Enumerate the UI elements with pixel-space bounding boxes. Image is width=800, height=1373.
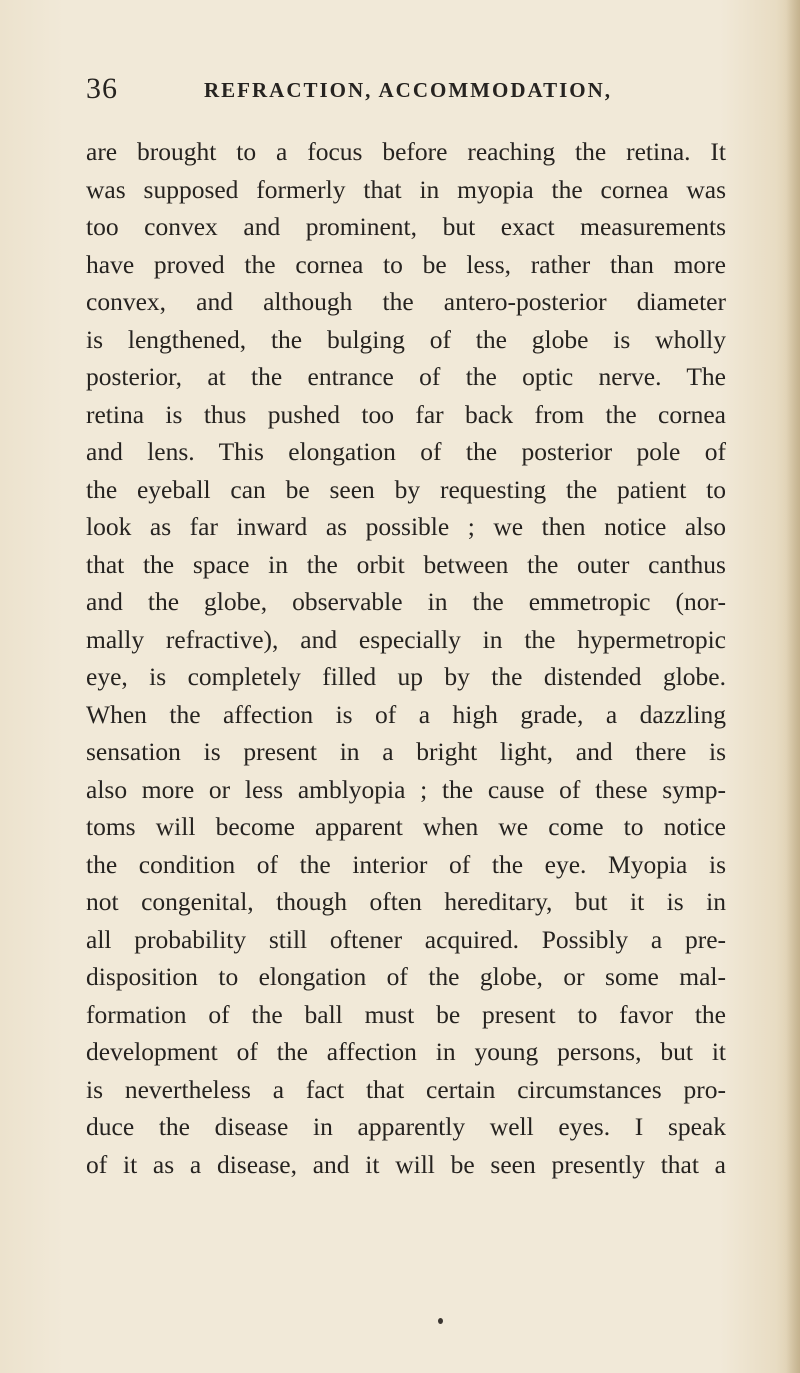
text-line: was supposed formerly that in myopia the cornea was <box>86 174 726 204</box>
text-line: formation of the ball must be present to favor the <box>86 999 726 1029</box>
text-line: too convex and prominent, but exact measurements <box>86 212 726 241</box>
text-line: disposition to elongation of the globe, or some mal- <box>86 962 726 991</box>
text-line: and lens. This elongation of the posterior pole of <box>86 437 726 466</box>
text-line: that the space in the orbit between the outer canthus <box>86 549 726 579</box>
text-line: sensation is present in a bright light, and there is <box>86 737 726 766</box>
text-line: all probability still oftener acquired. Possibly a pre- <box>86 924 726 954</box>
page-edge-shadow <box>786 0 800 1373</box>
text-line: have proved the cornea to be less, rather than more <box>86 249 726 279</box>
body-text <box>86 133 726 1183</box>
text-line: of it as a disease, and it will be seen presently that a <box>86 1149 726 1179</box>
text-line: look as far inward as possible ; we then notice also <box>86 512 726 541</box>
text-line: not congenital, though often hereditary, but it is in <box>86 887 726 916</box>
text-line: the eyeball can be seen by requesting the patient to <box>86 474 726 504</box>
text-line: is nevertheless a fact that certain circumstances pro- <box>86 1074 726 1104</box>
text-line: and the globe, observable in the emmetropic (nor- <box>86 587 726 616</box>
text-line: retina is thus pushed too far back from the cornea <box>86 399 726 429</box>
text-line: is lengthened, the bulging of the globe is wholly <box>86 324 726 354</box>
text-line: eye, is completely filled up by the distended globe. <box>86 662 726 691</box>
text-line: toms will become apparent when we come to notice <box>86 812 726 841</box>
page-number: 36 <box>86 72 118 105</box>
text-line: also more or less amblyopia ; the cause of these symp- <box>86 774 726 804</box>
page-header <box>86 72 726 112</box>
text-line: When the affection is of a high grade, a dazzling <box>86 699 726 729</box>
text-line: mally refractive), and especially in the hypermetropic <box>86 624 726 654</box>
text-line: the condition of the interior of the eye. Myopia is <box>86 849 726 879</box>
ink-speck <box>438 1318 443 1324</box>
text-line: posterior, at the entrance of the optic nerve. The <box>86 362 726 391</box>
text-line: convex, and although the antero-posterior diameter <box>86 287 726 316</box>
text-line: are brought to a focus before reaching the retina. It <box>86 137 726 166</box>
text-line: development of the affection in young persons, but it <box>86 1037 726 1066</box>
running-head: REFRACTION, ACCOMMODATION, <box>204 78 613 102</box>
text-line: duce the disease in apparently well eyes. I speak <box>86 1112 726 1141</box>
